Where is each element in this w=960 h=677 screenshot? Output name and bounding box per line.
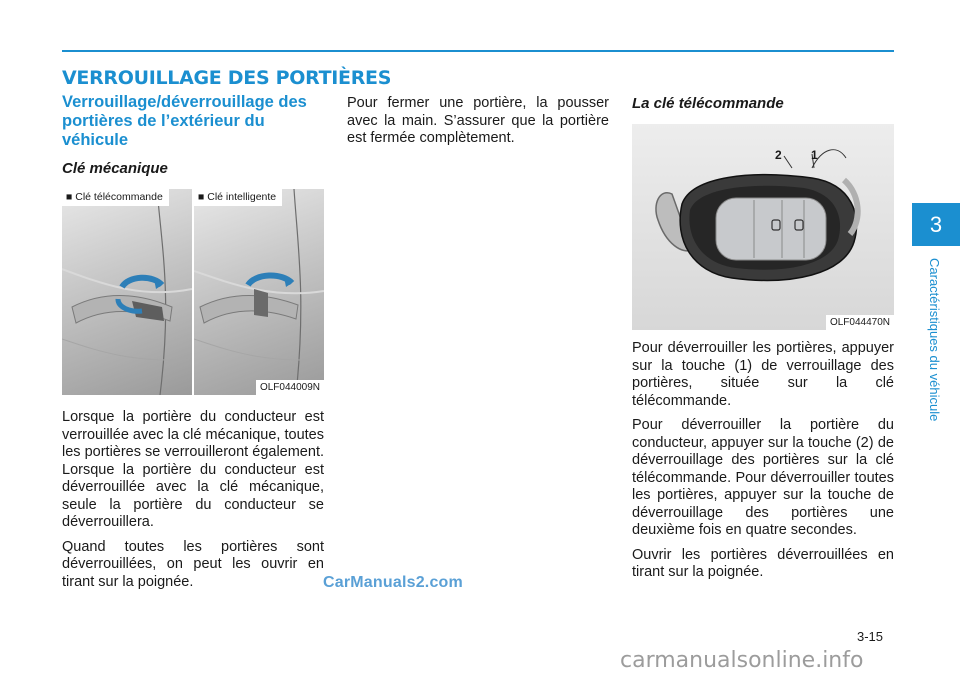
figure-code: OLF044009N (256, 380, 324, 395)
paragraph: Quand toutes les portières sont déverrouillées, on peut les ouvrir en tirant sur la poignée. (62, 538, 324, 590)
watermark-link[interactable]: CarManuals2.com (323, 574, 463, 591)
paragraph: Lorsque la portière du conducteur est verrouillée avec la clé mécanique, toutes les portières se verrouilleront également. Lorsque la portière du conducteur est déverrouillée avec la clé mécanique, seule la portière du conducteur se déverrouillera. (62, 409, 324, 530)
remote-key-figure (632, 124, 894, 330)
watermark: carmanualsonline.info (620, 648, 864, 673)
top-rule (62, 50, 894, 52)
door-handle-figure (62, 189, 324, 395)
section-heading: Verrouillage/déverrouillage des portières de l’extérieur du véhicule (62, 93, 307, 149)
paragraph: Pour fermer une portière, la pousser avec la main. S’assurer que la portière est fermée complètement. (347, 95, 609, 146)
page-number: 3-15 (857, 629, 884, 644)
column-left (62, 93, 324, 598)
remote-key-caption: ■ Clé télécommande (62, 189, 169, 206)
section-title: VERROUILLAGE DES PORTIÈRES (62, 67, 392, 89)
figure-code: OLF044470N (826, 315, 894, 330)
callout-2: 2 (775, 148, 782, 162)
callout-1: 1 (811, 148, 818, 162)
paragraph: Ouvrir les portières déverrouillées en tirant sur la poignée. (632, 546, 894, 580)
smart-key-caption: ■ Clé intelligente (194, 189, 282, 206)
smart-key-photo (194, 189, 324, 395)
column-middle (347, 93, 609, 155)
remote-key-heading: La clé télécommande (632, 95, 784, 112)
paragraph: Pour déverrouiller la portière du conducteur, appuyer sur la touche (2) de déverrouillage des portières sur la clé télécommande. Pour déverrouiller toutes les portières, appuyer sur la touche de déverrouillage des portières une deuxième fois en quatre secondes. (632, 417, 894, 538)
chapter-label: Caractéristiques du véhicule (927, 258, 942, 422)
chapter-tab: 3 (912, 203, 960, 246)
column-right (632, 93, 894, 589)
mechanical-key-heading: Clé mécanique (62, 160, 168, 177)
remote-key-photo (62, 189, 192, 395)
paragraph: Pour déverrouiller les portières, appuyer sur la touche (1) de verrouillage des portières, située sur la clé télécommande. (632, 340, 894, 409)
